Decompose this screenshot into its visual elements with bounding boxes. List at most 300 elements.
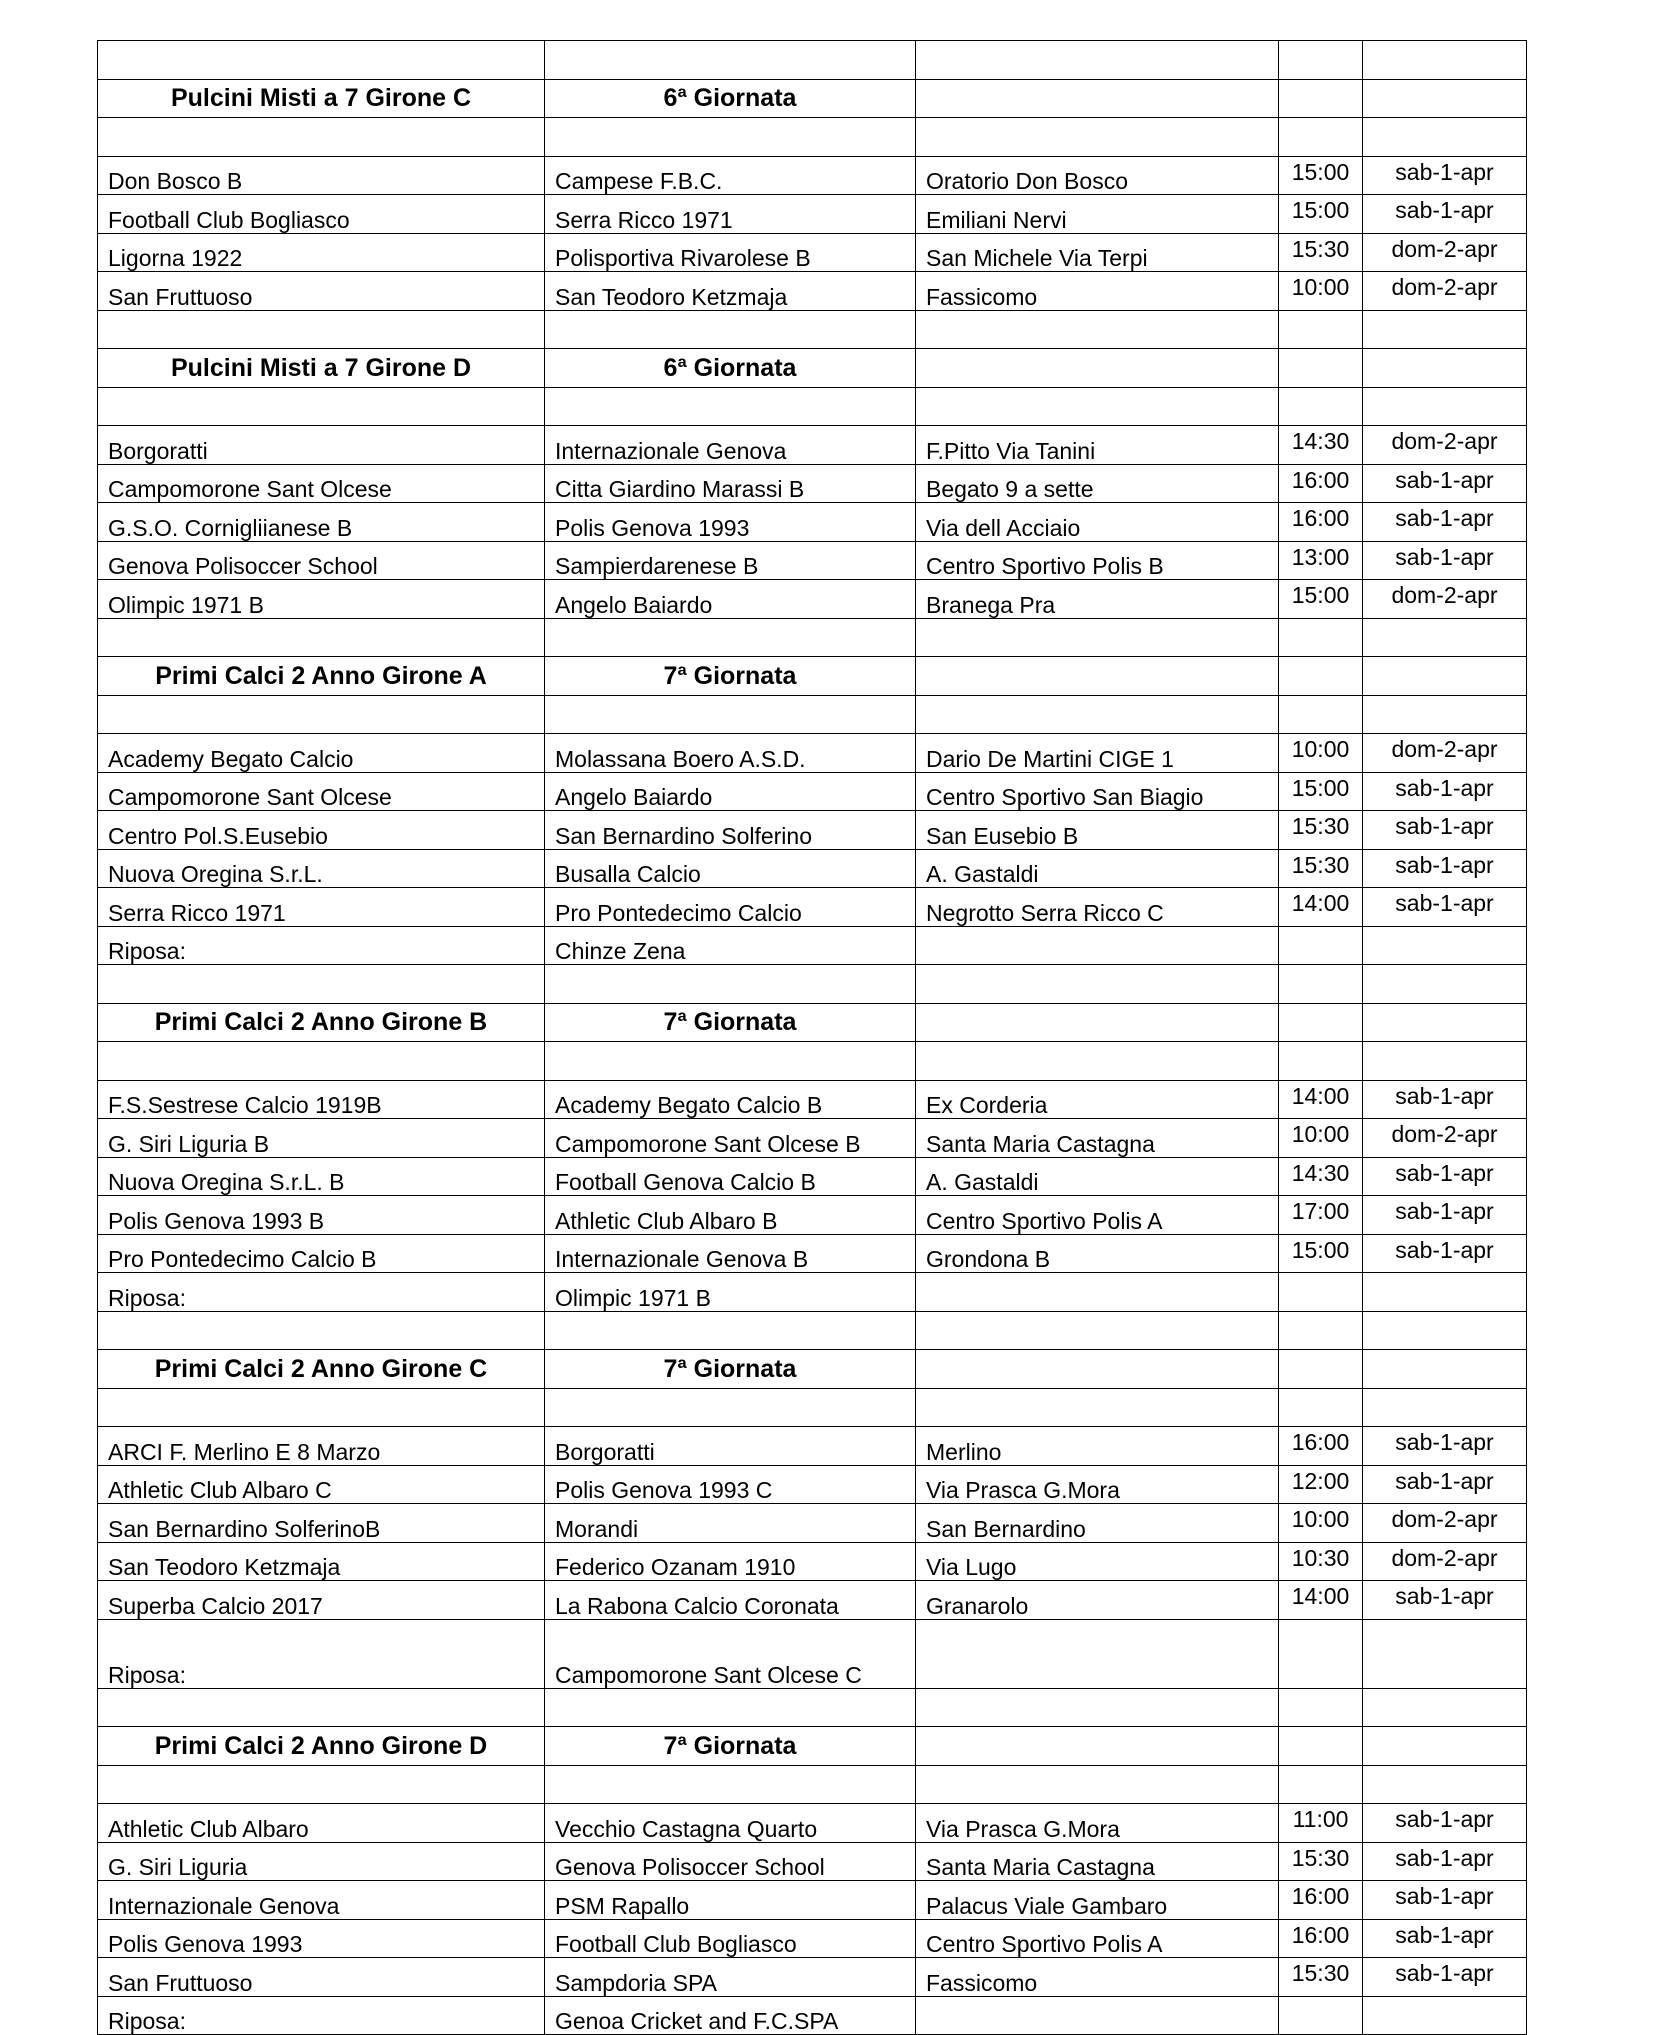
match-date: sab-1-apr bbox=[1363, 772, 1527, 811]
away-team: Busalla Calcio bbox=[545, 849, 916, 888]
away-team: Federico Ozanam 1910 bbox=[545, 1542, 916, 1581]
match-row bbox=[98, 1542, 1527, 1581]
round-title: 6ª Giornata bbox=[545, 79, 916, 118]
match-row bbox=[98, 1157, 1527, 1196]
home-team: Campomorone Sant Olcese bbox=[98, 772, 545, 811]
home-team: Nuova Oregina S.r.L. B bbox=[98, 1157, 545, 1196]
match-row bbox=[98, 272, 1527, 311]
venue: Dario De Martini CIGE 1 bbox=[916, 734, 1279, 773]
empty-cell bbox=[1279, 1619, 1363, 1688]
home-team: Superba Calcio 2017 bbox=[98, 1581, 545, 1620]
group-title: Primi Calci 2 Anno Girone D bbox=[98, 1727, 545, 1766]
group-title: Primi Calci 2 Anno Girone A bbox=[98, 657, 545, 696]
spacer-row bbox=[98, 310, 1527, 349]
match-row bbox=[98, 1465, 1527, 1504]
venue: Emiliani Nervi bbox=[916, 195, 1279, 234]
match-time: 10:00 bbox=[1279, 272, 1363, 311]
section-header-row bbox=[98, 657, 1527, 696]
match-date: dom-2-apr bbox=[1363, 233, 1527, 272]
section-header-row bbox=[98, 1727, 1527, 1766]
away-team: Internazionale Genova bbox=[545, 426, 916, 465]
venue: Via Prasca G.Mora bbox=[916, 1804, 1279, 1843]
rest-row bbox=[98, 926, 1527, 965]
schedule-body bbox=[98, 41, 1527, 2035]
spacer-row bbox=[98, 1688, 1527, 1727]
away-team: Serra Ricco 1971 bbox=[545, 195, 916, 234]
rest-team: Chinze Zena bbox=[545, 926, 916, 965]
empty-cell bbox=[1363, 1003, 1527, 1042]
match-time: 14:30 bbox=[1279, 426, 1363, 465]
empty-cell bbox=[545, 618, 916, 657]
spacer-row bbox=[98, 1765, 1527, 1804]
venue: Merlino bbox=[916, 1427, 1279, 1466]
venue: Palacus Viale Gambaro bbox=[916, 1881, 1279, 1920]
match-date: dom-2-apr bbox=[1363, 1504, 1527, 1543]
away-team: La Rabona Calcio Coronata bbox=[545, 1581, 916, 1620]
venue: Begato 9 a sette bbox=[916, 464, 1279, 503]
spacer-row bbox=[98, 1311, 1527, 1350]
match-row bbox=[98, 1958, 1527, 1997]
match-time: 14:00 bbox=[1279, 888, 1363, 927]
match-time: 16:00 bbox=[1279, 464, 1363, 503]
empty-cell bbox=[916, 1688, 1279, 1727]
venue: Centro Sportivo San Biagio bbox=[916, 772, 1279, 811]
empty-cell bbox=[545, 695, 916, 734]
group-title: Primi Calci 2 Anno Girone C bbox=[98, 1350, 545, 1389]
round-title: 7ª Giornata bbox=[545, 657, 916, 696]
empty-cell bbox=[1363, 41, 1527, 80]
venue: Ex Corderia bbox=[916, 1080, 1279, 1119]
match-time: 14:00 bbox=[1279, 1581, 1363, 1620]
empty-cell bbox=[1363, 1765, 1527, 1804]
empty-cell bbox=[1279, 1688, 1363, 1727]
rest-label: Riposa: bbox=[98, 926, 545, 965]
spacer-row bbox=[98, 41, 1527, 80]
rest-row bbox=[98, 1273, 1527, 1312]
match-date: sab-1-apr bbox=[1363, 1881, 1527, 1920]
spacer-row bbox=[98, 1042, 1527, 1081]
venue: Grondona B bbox=[916, 1234, 1279, 1273]
home-team: G. Siri Liguria B bbox=[98, 1119, 545, 1158]
home-team: Genova Polisoccer School bbox=[98, 541, 545, 580]
empty-cell bbox=[1279, 1273, 1363, 1312]
match-date: sab-1-apr bbox=[1363, 1427, 1527, 1466]
home-team: G.S.O. Cornigliianese B bbox=[98, 503, 545, 542]
empty-cell bbox=[1279, 965, 1363, 1004]
empty-cell bbox=[916, 79, 1279, 118]
empty-cell bbox=[916, 1350, 1279, 1389]
match-date: sab-1-apr bbox=[1363, 1465, 1527, 1504]
round-title: 6ª Giornata bbox=[545, 349, 916, 388]
away-team: Internazionale Genova B bbox=[545, 1234, 916, 1273]
away-team: Morandi bbox=[545, 1504, 916, 1543]
match-row bbox=[98, 1234, 1527, 1273]
venue: Centro Sportivo Polis A bbox=[916, 1196, 1279, 1235]
match-time: 15:30 bbox=[1279, 233, 1363, 272]
empty-cell bbox=[1279, 387, 1363, 426]
empty-cell bbox=[1363, 1311, 1527, 1350]
home-team: Serra Ricco 1971 bbox=[98, 888, 545, 927]
empty-cell bbox=[98, 118, 545, 157]
home-team: San Fruttuoso bbox=[98, 272, 545, 311]
empty-cell bbox=[98, 695, 545, 734]
match-row bbox=[98, 195, 1527, 234]
empty-cell bbox=[1363, 1688, 1527, 1727]
venue: San Eusebio B bbox=[916, 811, 1279, 850]
venue: Via dell Acciaio bbox=[916, 503, 1279, 542]
match-time: 12:00 bbox=[1279, 1465, 1363, 1504]
group-title: Primi Calci 2 Anno Girone B bbox=[98, 1003, 545, 1042]
home-team: Olimpic 1971 B bbox=[98, 580, 545, 619]
match-date: dom-2-apr bbox=[1363, 580, 1527, 619]
match-row bbox=[98, 1881, 1527, 1920]
away-team: Angelo Baiardo bbox=[545, 772, 916, 811]
group-title: Pulcini Misti a 7 Girone C bbox=[98, 79, 545, 118]
home-team: San Teodoro Ketzmaja bbox=[98, 1542, 545, 1581]
match-row bbox=[98, 156, 1527, 195]
away-team: Polisportiva Rivarolese B bbox=[545, 233, 916, 272]
match-date: sab-1-apr bbox=[1363, 1958, 1527, 1997]
empty-cell bbox=[1279, 1042, 1363, 1081]
empty-cell bbox=[98, 387, 545, 426]
section-header-row bbox=[98, 1350, 1527, 1389]
away-team: Polis Genova 1993 bbox=[545, 503, 916, 542]
empty-cell bbox=[1363, 695, 1527, 734]
venue: F.Pitto Via Tanini bbox=[916, 426, 1279, 465]
match-time: 14:00 bbox=[1279, 1080, 1363, 1119]
home-team: F.S.Sestrese Calcio 1919B bbox=[98, 1080, 545, 1119]
venue: Centro Sportivo Polis A bbox=[916, 1919, 1279, 1958]
match-time: 16:00 bbox=[1279, 1881, 1363, 1920]
match-row bbox=[98, 888, 1527, 927]
round-title: 7ª Giornata bbox=[545, 1350, 916, 1389]
match-time: 10:00 bbox=[1279, 1504, 1363, 1543]
away-team: Academy Begato Calcio B bbox=[545, 1080, 916, 1119]
empty-cell bbox=[916, 1311, 1279, 1350]
match-date: sab-1-apr bbox=[1363, 1080, 1527, 1119]
away-team: Sampdoria SPA bbox=[545, 1958, 916, 1997]
match-time: 15:00 bbox=[1279, 772, 1363, 811]
empty-cell bbox=[98, 1388, 545, 1427]
match-row bbox=[98, 503, 1527, 542]
section-header-row bbox=[98, 79, 1527, 118]
match-time: 13:00 bbox=[1279, 541, 1363, 580]
group-title: Pulcini Misti a 7 Girone D bbox=[98, 349, 545, 388]
empty-cell bbox=[916, 1727, 1279, 1766]
match-row bbox=[98, 849, 1527, 888]
empty-cell bbox=[1279, 41, 1363, 80]
spacer-row bbox=[98, 387, 1527, 426]
empty-cell bbox=[1279, 618, 1363, 657]
venue: San Michele Via Terpi bbox=[916, 233, 1279, 272]
empty-cell bbox=[545, 1765, 916, 1804]
empty-cell bbox=[1363, 965, 1527, 1004]
match-time: 15:30 bbox=[1279, 849, 1363, 888]
empty-cell bbox=[916, 1765, 1279, 1804]
empty-cell bbox=[98, 41, 545, 80]
away-team: Borgoratti bbox=[545, 1427, 916, 1466]
match-time: 15:30 bbox=[1279, 1958, 1363, 1997]
match-date: sab-1-apr bbox=[1363, 541, 1527, 580]
match-date: dom-2-apr bbox=[1363, 272, 1527, 311]
empty-cell bbox=[1279, 118, 1363, 157]
match-row bbox=[98, 1804, 1527, 1843]
match-row bbox=[98, 811, 1527, 850]
home-team: Ligorna 1922 bbox=[98, 233, 545, 272]
match-date: sab-1-apr bbox=[1363, 1804, 1527, 1843]
empty-cell bbox=[545, 310, 916, 349]
venue: A. Gastaldi bbox=[916, 1157, 1279, 1196]
empty-cell bbox=[916, 41, 1279, 80]
away-team: Polis Genova 1993 C bbox=[545, 1465, 916, 1504]
match-date: sab-1-apr bbox=[1363, 888, 1527, 927]
empty-cell bbox=[1363, 926, 1527, 965]
away-team: Angelo Baiardo bbox=[545, 580, 916, 619]
empty-cell bbox=[1279, 349, 1363, 388]
match-row bbox=[98, 541, 1527, 580]
home-team: Football Club Bogliasco bbox=[98, 195, 545, 234]
match-time: 16:00 bbox=[1279, 1919, 1363, 1958]
empty-cell bbox=[916, 965, 1279, 1004]
match-time: 10:30 bbox=[1279, 1542, 1363, 1581]
empty-cell bbox=[916, 1388, 1279, 1427]
home-team: Academy Begato Calcio bbox=[98, 734, 545, 773]
venue: Fassicomo bbox=[916, 272, 1279, 311]
match-date: dom-2-apr bbox=[1363, 1542, 1527, 1581]
empty-cell bbox=[1363, 618, 1527, 657]
empty-cell bbox=[545, 1042, 916, 1081]
match-date: sab-1-apr bbox=[1363, 1196, 1527, 1235]
empty-cell bbox=[1363, 1996, 1527, 2035]
rest-team: Genoa Cricket and F.C.SPA bbox=[545, 1996, 916, 2035]
home-team: Centro Pol.S.Eusebio bbox=[98, 811, 545, 850]
match-date: sab-1-apr bbox=[1363, 1842, 1527, 1881]
empty-cell bbox=[1363, 1350, 1527, 1389]
home-team: Polis Genova 1993 bbox=[98, 1919, 545, 1958]
empty-cell bbox=[1363, 1619, 1527, 1688]
match-date: sab-1-apr bbox=[1363, 1581, 1527, 1620]
away-team: San Bernardino Solferino bbox=[545, 811, 916, 850]
rest-label: Riposa: bbox=[98, 1996, 545, 2035]
away-team: Molassana Boero A.S.D. bbox=[545, 734, 916, 773]
match-row bbox=[98, 464, 1527, 503]
rest-team: Campomorone Sant Olcese C bbox=[545, 1619, 916, 1688]
empty-cell bbox=[1363, 79, 1527, 118]
away-team: San Teodoro Ketzmaja bbox=[545, 272, 916, 311]
match-time: 15:00 bbox=[1279, 580, 1363, 619]
away-team: Pro Pontedecimo Calcio bbox=[545, 888, 916, 927]
home-team: Don Bosco B bbox=[98, 156, 545, 195]
schedule-table bbox=[97, 40, 1527, 2035]
empty-cell bbox=[916, 657, 1279, 696]
match-time: 15:00 bbox=[1279, 156, 1363, 195]
home-team: Athletic Club Albaro bbox=[98, 1804, 545, 1843]
away-team: Football Genova Calcio B bbox=[545, 1157, 916, 1196]
empty-cell bbox=[1279, 1003, 1363, 1042]
match-date: sab-1-apr bbox=[1363, 811, 1527, 850]
away-team: Campese F.B.C. bbox=[545, 156, 916, 195]
spacer-row bbox=[98, 618, 1527, 657]
match-date: sab-1-apr bbox=[1363, 503, 1527, 542]
match-time: 15:00 bbox=[1279, 1234, 1363, 1273]
match-row bbox=[98, 1842, 1527, 1881]
match-time: 15:00 bbox=[1279, 195, 1363, 234]
venue: A. Gastaldi bbox=[916, 849, 1279, 888]
empty-cell bbox=[98, 310, 545, 349]
empty-cell bbox=[545, 1688, 916, 1727]
empty-cell bbox=[1279, 926, 1363, 965]
empty-cell bbox=[545, 965, 916, 1004]
match-time: 16:00 bbox=[1279, 503, 1363, 542]
empty-cell bbox=[916, 118, 1279, 157]
empty-cell bbox=[1363, 1273, 1527, 1312]
match-time: 14:30 bbox=[1279, 1157, 1363, 1196]
venue: Santa Maria Castagna bbox=[916, 1119, 1279, 1158]
rest-label: Riposa: bbox=[98, 1619, 545, 1688]
empty-cell bbox=[916, 926, 1279, 965]
empty-cell bbox=[1279, 1996, 1363, 2035]
match-date: sab-1-apr bbox=[1363, 156, 1527, 195]
empty-cell bbox=[98, 1688, 545, 1727]
match-row bbox=[98, 1196, 1527, 1235]
empty-cell bbox=[916, 1996, 1279, 2035]
empty-cell bbox=[1363, 349, 1527, 388]
empty-cell bbox=[1363, 1727, 1527, 1766]
empty-cell bbox=[1363, 1042, 1527, 1081]
home-team: Nuova Oregina S.r.L. bbox=[98, 849, 545, 888]
section-header-row bbox=[98, 349, 1527, 388]
empty-cell bbox=[916, 1003, 1279, 1042]
spacer-row bbox=[98, 118, 1527, 157]
venue: Centro Sportivo Polis B bbox=[916, 541, 1279, 580]
match-date: sab-1-apr bbox=[1363, 195, 1527, 234]
match-time: 15:30 bbox=[1279, 1842, 1363, 1881]
away-team: Sampierdarenese B bbox=[545, 541, 916, 580]
match-row bbox=[98, 734, 1527, 773]
empty-cell bbox=[545, 118, 916, 157]
match-row bbox=[98, 772, 1527, 811]
empty-cell bbox=[545, 1311, 916, 1350]
match-date: sab-1-apr bbox=[1363, 1234, 1527, 1273]
empty-cell bbox=[1279, 310, 1363, 349]
empty-cell bbox=[98, 1311, 545, 1350]
home-team: San Bernardino SolferinoB bbox=[98, 1504, 545, 1543]
empty-cell bbox=[916, 310, 1279, 349]
empty-cell bbox=[1279, 1311, 1363, 1350]
empty-cell bbox=[1363, 118, 1527, 157]
empty-cell bbox=[98, 1765, 545, 1804]
match-time: 17:00 bbox=[1279, 1196, 1363, 1235]
empty-cell bbox=[1279, 79, 1363, 118]
away-team: Campomorone Sant Olcese B bbox=[545, 1119, 916, 1158]
match-time: 11:00 bbox=[1279, 1804, 1363, 1843]
match-row bbox=[98, 1119, 1527, 1158]
round-title: 7ª Giornata bbox=[545, 1727, 916, 1766]
schedule-sheet bbox=[97, 40, 1527, 2035]
empty-cell bbox=[1363, 387, 1527, 426]
match-row bbox=[98, 1504, 1527, 1543]
venue: Via Prasca G.Mora bbox=[916, 1465, 1279, 1504]
match-time: 16:00 bbox=[1279, 1427, 1363, 1466]
away-team: Athletic Club Albaro B bbox=[545, 1196, 916, 1235]
match-row bbox=[98, 233, 1527, 272]
empty-cell bbox=[545, 41, 916, 80]
match-date: dom-2-apr bbox=[1363, 1119, 1527, 1158]
rest-row bbox=[98, 1996, 1527, 2035]
empty-cell bbox=[1279, 695, 1363, 734]
away-team: Genova Polisoccer School bbox=[545, 1842, 916, 1881]
match-date: sab-1-apr bbox=[1363, 1157, 1527, 1196]
empty-cell bbox=[916, 1042, 1279, 1081]
empty-cell bbox=[1363, 310, 1527, 349]
match-time: 10:00 bbox=[1279, 1119, 1363, 1158]
home-team: Pro Pontedecimo Calcio B bbox=[98, 1234, 545, 1273]
venue: Negrotto Serra Ricco C bbox=[916, 888, 1279, 927]
match-row bbox=[98, 426, 1527, 465]
empty-cell bbox=[545, 1388, 916, 1427]
home-team: Polis Genova 1993 B bbox=[98, 1196, 545, 1235]
match-date: sab-1-apr bbox=[1363, 1919, 1527, 1958]
away-team: Citta Giardino Marassi B bbox=[545, 464, 916, 503]
home-team: G. Siri Liguria bbox=[98, 1842, 545, 1881]
match-time: 15:30 bbox=[1279, 811, 1363, 850]
match-time: 10:00 bbox=[1279, 734, 1363, 773]
empty-cell bbox=[1279, 657, 1363, 696]
empty-cell bbox=[1363, 657, 1527, 696]
venue: Via Lugo bbox=[916, 1542, 1279, 1581]
spacer-row bbox=[98, 965, 1527, 1004]
section-header-row bbox=[98, 1003, 1527, 1042]
home-team: San Fruttuoso bbox=[98, 1958, 545, 1997]
match-date: dom-2-apr bbox=[1363, 426, 1527, 465]
match-row bbox=[98, 1581, 1527, 1620]
empty-cell bbox=[98, 965, 545, 1004]
home-team: Borgoratti bbox=[98, 426, 545, 465]
spacer-row bbox=[98, 695, 1527, 734]
rest-row bbox=[98, 1619, 1527, 1688]
match-row bbox=[98, 580, 1527, 619]
away-team: Football Club Bogliasco bbox=[545, 1919, 916, 1958]
empty-cell bbox=[916, 1619, 1279, 1688]
empty-cell bbox=[98, 618, 545, 657]
round-title: 7ª Giornata bbox=[545, 1003, 916, 1042]
empty-cell bbox=[916, 618, 1279, 657]
venue: San Bernardino bbox=[916, 1504, 1279, 1543]
match-date: dom-2-apr bbox=[1363, 734, 1527, 773]
venue: Branega Pra bbox=[916, 580, 1279, 619]
home-team: Internazionale Genova bbox=[98, 1881, 545, 1920]
empty-cell bbox=[1279, 1765, 1363, 1804]
venue: Oratorio Don Bosco bbox=[916, 156, 1279, 195]
match-date: sab-1-apr bbox=[1363, 464, 1527, 503]
empty-cell bbox=[1279, 1727, 1363, 1766]
spacer-row bbox=[98, 1388, 1527, 1427]
home-team: ARCI F. Merlino E 8 Marzo bbox=[98, 1427, 545, 1466]
empty-cell bbox=[916, 695, 1279, 734]
match-row bbox=[98, 1427, 1527, 1466]
home-team: Campomorone Sant Olcese bbox=[98, 464, 545, 503]
venue: Granarolo bbox=[916, 1581, 1279, 1620]
empty-cell bbox=[916, 387, 1279, 426]
empty-cell bbox=[916, 349, 1279, 388]
venue: Santa Maria Castagna bbox=[916, 1842, 1279, 1881]
empty-cell bbox=[1363, 1388, 1527, 1427]
empty-cell bbox=[1279, 1388, 1363, 1427]
empty-cell bbox=[916, 1273, 1279, 1312]
venue: Fassicomo bbox=[916, 1958, 1279, 1997]
away-team: Vecchio Castagna Quarto bbox=[545, 1804, 916, 1843]
rest-team: Olimpic 1971 B bbox=[545, 1273, 916, 1312]
